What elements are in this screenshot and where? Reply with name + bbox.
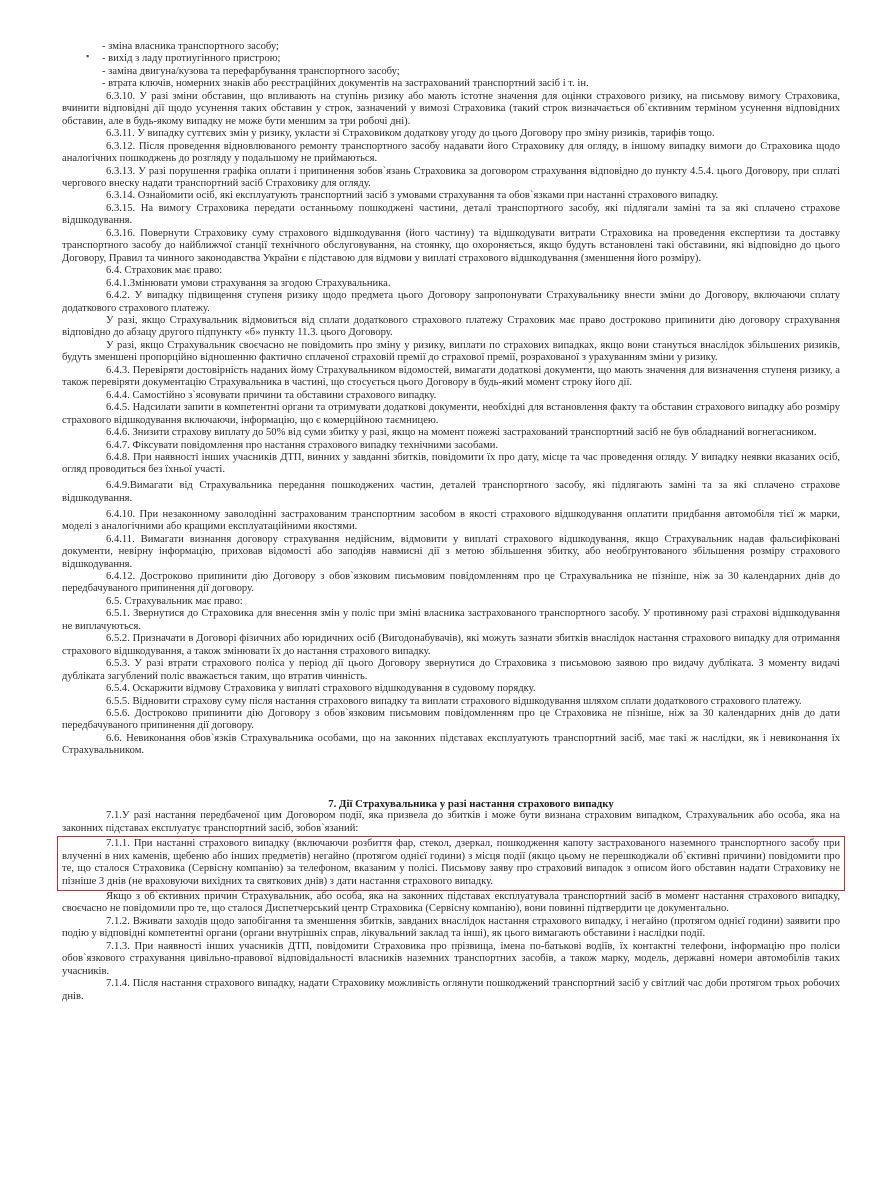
clause-7-1-2: 7.1.2. Вживати заходів щодо запобігання та зменшення збитків, завданих внаслідок настання страхового випадку, і негайно (протягом однієї години) заявити про подію у відповідні компетентні органи (органи внутрішніх справ, лікувальний заклад та інші), як цього вимагають обставини і наслідки події. <box>62 915 840 940</box>
clause-6-3-16: 6.3.16. Повернути Страховику суму страхового відшкодування (його частину) та відшкодувати витрати Страховика на проведення експертизи та доставку транспортного засобу до найближчої станції технічного обслуговування, на стоянку, що охороняється, якщо будуть встановлені такі обставини, які відповідно до цього Договору, Правил та чинного законодавства України є підставою для відмови у виплаті страхового відшкодування (зменшення його розміру). <box>62 227 840 264</box>
clause-6-4-2: 6.4.2. У випадку підвищення ступеня ризику щодо предмета цього Договору запропонувати Страхувальнику внести зміни до Договору, включаючи сплату додаткового страхового платежу. <box>62 290 840 314</box>
highlighted-clause-7-1-1: 7.1.1. При настанні страхового випадку (включаючи розбиття фар, стекол, дзеркал, пошкодження капоту застрахованого наземного транспортного засобу при влученні в них каменів, щебеню або інших предметів) негайно (протягом однієї години) з місця події (якщо цьому не перешкоджали об`єктивні причини) повідомити про те, що сталося Страховика (Сервісну компанію) за телефоном, вказаним у полісі. Письмову заяву про страховий випадок з описом його обставин надати Страховику не пізніше 3 днів (не враховуючи вихідних та святкових днів) з дати настання страхового випадку. <box>62 838 840 887</box>
clause-6-5: 6.5. Страхувальник має право: <box>106 595 243 607</box>
section-7-intro <box>62 810 840 835</box>
highlighted-clause-box <box>57 836 845 891</box>
clause-6-4-11: 6.4.11. Вимагати визнання договору страхування недійсним, відмовити у виплаті страхового відшкодування, якщо Страхувальник надав фальсифіковані документи, невірну інформацію, приховав відомості або заподіяв навмисні дії з метою збільшення збитку, або необґрунтованого збільшення розміру страхового відшкодування. <box>62 533 840 570</box>
scan-mark-dot: ▪ <box>86 51 90 61</box>
clause-6-5-2: 6.5.2. Призначати в Договорі фізичних або юридичних осіб (Вигодонабувачів), які можуть зазнати збитків внаслідок настання страхового випадку для отримання страхового відшкодування, а також змінювати їх до настання страхового випадку. <box>62 633 840 657</box>
clause-7-1-1-a: Якщо з об`єктивних причин Страхувальник, або особа, яка на законних підставах експлуатувала транспортний засіб в момент настання страхового випадку, своєчасно не повідомили про те, що сталося Диспетчерський центр Страховика (Сервісну компанію), вони повинні підтвердити це документально. <box>62 891 840 915</box>
bullet-owner-change: - зміна власника транспортного засобу; <box>102 41 279 52</box>
clause-6-4-2-a: У разі, якщо Страхувальник відмовиться від сплати додаткового страхового платежу Страховик має право достроково припинити дію договору страхування відповідно до абзацу другого підпункту «б» пункту 11.3. цього Договору. <box>62 314 840 339</box>
clause-6-3-11: 6.3.11. У випадку суттєвих змін у ризику, укласти зі Страховиком додаткову угоду до цього Договору про зміну ризиків, тарифів тощо. <box>106 128 715 140</box>
clause-6-3-15: 6.3.15. На вимогу Страховика передати останньому пошкоджені частини, деталі транспортного засобу, які підлягали заміні та за які сплачено страхове відшкодування. <box>62 202 840 227</box>
bullet-keys-loss: - втрата ключів, номерних знаків або реєстраційних документів на застрахований транспортний засіб і т. ін. <box>102 78 589 90</box>
clause-6-4-12: 6.4.12. Достроково припинити дію Договору з обов`язковим письмовим повідомленням про це Страхувальника не пізніше, ніж за 30 календарних днів до передбачуваного припинення дії договору. <box>62 571 840 595</box>
clause-6-4-5: 6.4.5. Надсилати запити в компетентні органи та отримувати додаткові документи, необхідні для встановлення факту та обставин страхового випадку або розміру страхового відшкодування включаючи, інформацію, що є комерційною таємницею. <box>62 402 840 426</box>
clause-6-5-5: 6.5.5. Відновити страхову суму після настання страхового випадку та виплати страхового відшкодування шляхом сплати додаткового страхового платежу. <box>106 695 802 707</box>
clause-6-3-10: 6.3.10. У разі зміни обставин, що впливають на ступінь ризику або мають істотне значення для оцінки страхового ризику, на письмову вимогу Страховика, вчинити відповідні дії щодо усунення таких обставин у строк, зазначений у вимозі Страховика (такий строк визначається об`єктивним терміном усунення відповідних обставин, але в будь-якому випадку не може бути меншим за три робочі дні). <box>62 90 840 127</box>
clause-6-5-1: 6.5.1. Звернутися до Страховика для внесення змін у поліс при зміні власника застрахованого транспортного засобу. У противному разі страхові відшкодування не виплачуються. <box>62 608 840 632</box>
clause-6-6: 6.6. Невиконання обов`язків Страхувальника особами, що на законних підставах експлуатують транспортний засіб, має такі ж наслідки, як і невиконання їх Страхувальником. <box>62 732 840 757</box>
section-7-heading: 7. Дії Страхувальника у разі настання страхового випадку <box>328 797 614 810</box>
clause-6-3-12: 6.3.12. Після проведення відновлюваного ремонту транспортного засобу надавати його Страховику для огляду, в іншому випадку вимоги до Страховика щодо аналогічних пошкоджень до розгляду у подальшому не приймаються. <box>62 140 840 165</box>
document-page <box>62 41 840 1003</box>
clause-7-1-4: 7.1.4. Після настання страхового випадку, надати Страховику можливість оглянути пошкоджений транспортний засіб у світлий час доби протягом трьох робочих днів. <box>62 978 840 1002</box>
section-7-clauses <box>62 891 840 1003</box>
clause-6-4-2-b: У разі, якщо Страхувальник своєчасно не повідомить про зміну у ризику, виплати по страхових випадках, якщо вони станутьcя внаслідок збільшених ризиків, будуть зменшені пропорційно відношенню фактично сплаченої страховій премії до страхової премії, розрахованої з урахуванням зміни у ризику. <box>62 339 840 364</box>
clause-6-5-4: 6.5.4. Оскаржити відмову Страховика у виплаті страхового відшкодування в судовому порядку. <box>106 683 536 695</box>
clause-6-5-6: 6.5.6. Достроково припинити дію Договору з обов`язковим письмовим повідомленням про це Страховика не пізніше, ніж за 30 календарних днів до дати передбачуваного припинення дії договору. <box>62 708 840 732</box>
clause-6-3-13: 6.3.13. У разі порушення графіка оплати і припинення зобов`язань Страховика за договором страхування відповідно до пункту 4.5.4. цього Договору, при сплаті чергового внеску надати транспортний засіб Страховику для огляду. <box>62 165 840 189</box>
clause-7-1: 7.1.У разі настання передбаченої цим Договором події, яка призвела до збитків і може бути визнана страховим випадком, Страхувальник або особа, яка на законних підставах експлуатує транспортний засіб, зобов`язаний: <box>62 810 840 834</box>
clause-6-4-8: 6.4.8. При наявності інших учасників ДТП, винних у завданні збитків, повідомити їх про дату, місце та час проведення огляду. У випадку неявки вказаних осіб, огляд проводиться без їхньої участі. <box>62 451 840 476</box>
clause-6-4-4: 6.4.4. Самостійно з`ясовувати причини та обставини страхового випадку. <box>106 389 437 401</box>
clause-6-5-3: 6.5.3. У разі втрати страхового поліса у період дії цього Договору звернутися до Страховика з письмовою заявою про видачу дубліката. З моменту видачі дубліката загублений поліс вважається таким, що втратив чинність. <box>62 658 840 682</box>
section-6-clauses <box>62 41 840 758</box>
clause-6-4: 6.4. Страховик має право: <box>106 265 223 277</box>
bullet-fire-device: - вихід з ладу протиугінного пристрою; <box>102 53 281 65</box>
clause-6-4-3: 6.4.3. Перевіряти достовірність наданих йому Страхувальником відомостей, вимагати додаткові документи, що мають значення для визначення ступеня ризику, а також перевіряти документацію Страхувальника в частині, що стосується цього Договору в будь-який момент строку його дії. <box>62 364 840 389</box>
clause-6-4-9: 6.4.9.Вимагати від Страхувальника передання пошкоджених частин, деталей транспортного засобу, які підлягають заміні та за які сплачено страхове відшкодування. <box>62 480 840 504</box>
clause-6-3-14: 6.3.14. Ознайомити осіб, які експлуатують транспортний засіб з умовами страхування та обов`язками при настанні страхового випадку. <box>106 190 719 202</box>
clause-7-1-3: 7.1.3. При наявності інших учасників ДТП, повідомити Страховика про прізвища, імена по-батькові водіїв, їх контактні телефони, інформацію про поліси обов`язкового страхування цивільно-правової відповідальності власників наземних транспортних засобів, а також марку, модель, державні номери автомобілів таких учасників. <box>62 940 840 977</box>
clause-6-4-10: 6.4.10. При незаконному заволодінні застрахованим транспортним засобом в якості страхового відшкодування оплатити придбання автомобіля тієї ж марки, моделі з аналогічними або кращими експлуатаційними якостями. <box>62 508 840 533</box>
clause-6-4-6: 6.4.6. Знизити страхову виплату до 50% від суми збитку у разі, якщо на момент пожежі застрахований транспортний засіб не був обладнаний вогнегасником. <box>106 427 817 439</box>
clause-6-4-1: 6.4.1.Змінювати умови страхування за згодою Страхувальника. <box>106 277 391 289</box>
bullet-engine-body: - заміна двигуна/кузова та перефарбування транспортного засобу; <box>102 65 400 77</box>
clause-6-4-7: 6.4.7. Фіксувати повідомлення про настання страхового випадку технічними засобами. <box>106 439 499 451</box>
